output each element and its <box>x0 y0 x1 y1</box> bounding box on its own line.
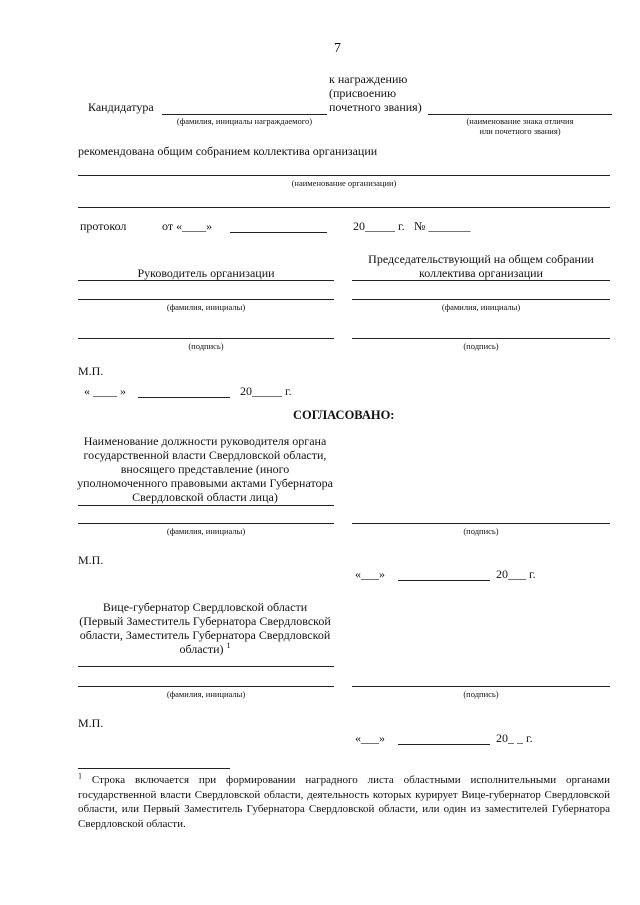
footnote-mark: 1 <box>78 771 82 781</box>
org-caption: (наименование организации) <box>291 178 397 188</box>
position-line-5: Свердловской области лица) <box>132 490 278 504</box>
award-line-2: (присвоению <box>329 86 397 100</box>
protocol-from: от «____» <box>162 219 213 233</box>
vice-line-3: области, Заместитель Губернатора Свердловской <box>79 628 331 642</box>
agreed-sign-caption: (подпись) <box>463 526 499 536</box>
vice-sign-line[interactable] <box>352 686 610 687</box>
position-underline <box>78 505 334 506</box>
agreed-fio-line[interactable] <box>78 523 334 524</box>
stamp-2: М.П. <box>78 553 104 567</box>
head-fio-caption: (фамилия, инициалы) <box>166 302 246 312</box>
protocol-year: 20_____ г. <box>353 219 405 233</box>
chair-fio-line[interactable] <box>352 299 610 300</box>
head-sign-line[interactable] <box>78 338 334 339</box>
vice-line-1: Вице-губернатор Свердловской области <box>102 600 308 614</box>
footnote-text: Строка включается при формировании наградного листа областными исполнительными органами государственной власти Свердловской области, деятельность которых курирует Вице-губернатор Свердловской области, или Первый Заместитель Губернатора Свердловской области, или один из заместителей Губернатора Свердловской области. <box>78 774 611 830</box>
vice-block <box>74 600 336 656</box>
footnote-separator <box>78 768 230 769</box>
date-1-month-line[interactable] <box>138 397 230 398</box>
chair-underline <box>352 280 610 281</box>
candidacy-label: Кандидатура <box>88 100 154 114</box>
award-caption-2: или почетного звания) <box>479 126 561 136</box>
vice-fio-caption: (фамилия, инициалы) <box>166 689 246 699</box>
head-fio-line[interactable] <box>78 299 334 300</box>
position-line-4: уполномоченного правовыми актами Губернатора <box>77 476 333 490</box>
date-2-quote: «___» <box>355 567 385 581</box>
chair-sign-caption: (подпись) <box>463 341 499 351</box>
position-line-3: вносящего представление (иного <box>120 462 290 476</box>
vice-sign-caption: (подпись) <box>463 689 499 699</box>
vice-underline <box>78 666 334 667</box>
page-number: 7 <box>334 41 341 56</box>
date-1-quote: « ____ » <box>84 384 126 398</box>
award-line[interactable] <box>428 114 612 115</box>
vice-line-2: (Первый Заместитель Губернатора Свердловской <box>79 614 331 628</box>
agreed-sign-line[interactable] <box>352 523 610 524</box>
head-org-label: Руководитель организации <box>137 266 275 280</box>
org-line[interactable] <box>78 175 610 176</box>
protocol-month-line[interactable] <box>230 232 327 233</box>
org-line-2[interactable] <box>78 207 610 208</box>
date-3-quote: «___» <box>355 731 385 745</box>
agreed-title: СОГЛАСОВАНО: <box>293 408 395 422</box>
date-3-year: 20_ _ г. <box>496 731 533 745</box>
award-line-1: к награждению <box>329 72 408 86</box>
agreed-fio-caption: (фамилия, инициалы) <box>166 526 246 536</box>
award-line-3: почетного звания) <box>329 100 422 114</box>
position-line-1: Наименование должности руководителя органа <box>83 434 327 448</box>
head-sign-caption: (подпись) <box>188 341 224 351</box>
recommended-text: рекомендована общим собранием коллектива организации <box>78 144 378 158</box>
chair-label-1: Председательствующий на общем собрании <box>368 252 594 266</box>
date-2-year: 20___ г. <box>496 567 536 581</box>
date-3-month-line[interactable] <box>398 744 490 745</box>
protocol-label: протокол <box>80 219 127 233</box>
chair-sign-line[interactable] <box>352 338 610 339</box>
vice-footnote-ref: 1 <box>226 641 231 650</box>
nominee-line[interactable] <box>162 114 327 115</box>
date-2-month-line[interactable] <box>398 580 490 581</box>
position-block <box>74 434 336 504</box>
chair-label-2: коллектива организации <box>419 266 543 280</box>
chair-fio-caption: (фамилия, инициалы) <box>441 302 521 312</box>
nominee-caption: (фамилия, инициалы награждаемого) <box>176 116 313 126</box>
date-1-year: 20_____ г. <box>240 384 292 398</box>
head-org-underline <box>78 280 334 281</box>
stamp-1: М.П. <box>78 364 104 378</box>
footnote <box>78 773 610 831</box>
position-line-2: государственной власти Свердловской области, <box>83 448 327 462</box>
vice-line-4-wrap <box>74 642 336 656</box>
protocol-number: № _______ <box>414 219 471 233</box>
vice-line-4: области) <box>179 642 224 656</box>
vice-fio-line[interactable] <box>78 686 334 687</box>
award-caption-1: (наименование знака отличия <box>466 116 574 126</box>
stamp-3: М.П. <box>78 716 104 730</box>
